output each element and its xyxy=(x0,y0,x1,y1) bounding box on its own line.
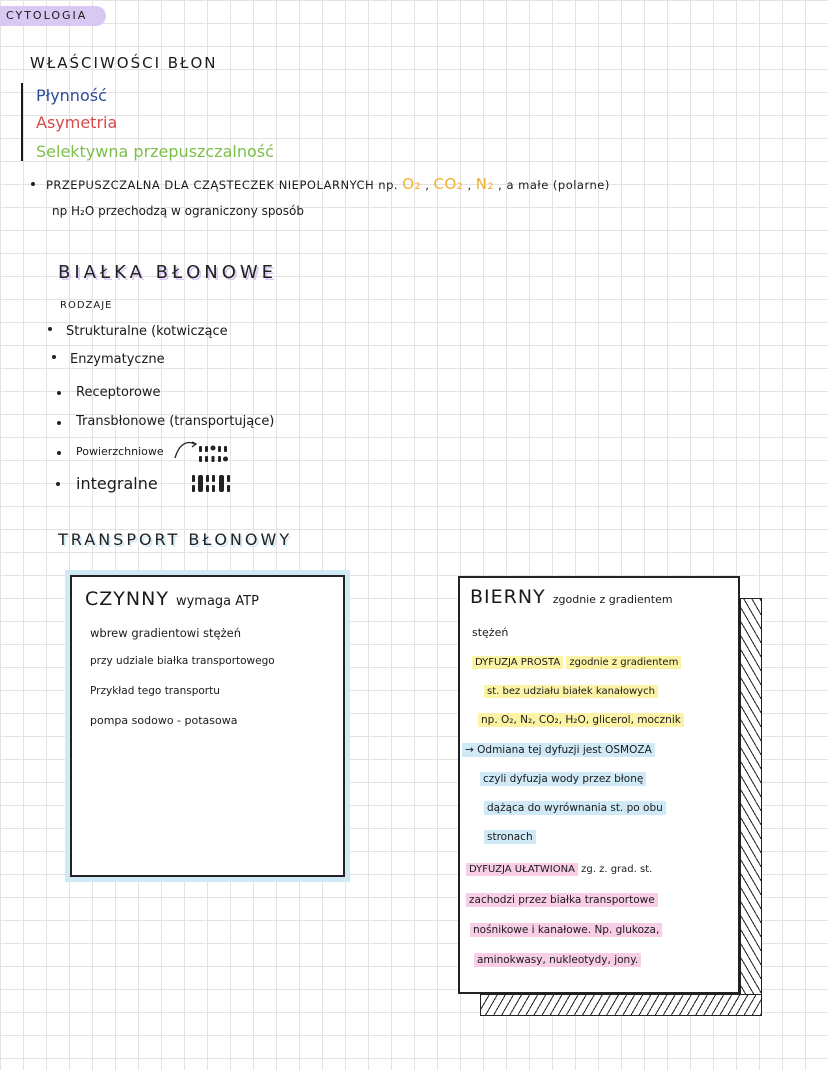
osmosis-line2 xyxy=(480,773,646,785)
osmosis-text: czyli dyfuzja wody przez błonę xyxy=(480,772,646,786)
separator: , xyxy=(425,178,430,192)
section-title-membrane-proteins: BIAŁKA BŁONOWE xyxy=(58,262,278,283)
simple-diffusion-label: DYFUZJA PROSTA xyxy=(472,656,563,669)
topic-tag: CYTOLOGIA xyxy=(0,6,106,26)
osmosis-line1 xyxy=(462,744,655,756)
property-fluidity: Płynność xyxy=(36,86,107,105)
osmosis-text: dążąca do wyrównania st. po obu xyxy=(484,801,666,815)
bullet-dot xyxy=(31,182,35,186)
permeability-text: PRZEPUSZCZALNA DLA CZĄSTECZEK NIEPOLARNYCH np. xyxy=(46,178,399,192)
bullet-dot xyxy=(52,355,56,359)
passive-transport-title xyxy=(470,586,673,608)
properties-bracket-line xyxy=(21,83,23,161)
section-title-membrane-transport: TRANSPORT BŁONOWY xyxy=(58,530,293,549)
gas-co2: CO₂ xyxy=(433,175,464,193)
simple-diffusion-line2 xyxy=(484,686,658,697)
active-line-3: Przykład tego transportu xyxy=(90,685,220,697)
facilitated-diffusion-text: zachodzi przez białka transportowe xyxy=(466,893,658,907)
facilitated-diffusion-text: nośnikowe i kanałowe. Np. glukoza, xyxy=(470,923,662,937)
active-line-2: przy udziale białka transportowego xyxy=(90,655,275,667)
bullet-dot xyxy=(57,421,61,425)
simple-diffusion-line3 xyxy=(478,714,684,726)
separator: , xyxy=(498,178,503,192)
protein-type-transmembrane: Transbłonowe (transportujące) xyxy=(76,414,275,429)
integral-proteins-icon xyxy=(188,472,240,500)
bullet-dot xyxy=(57,391,61,395)
facilitated-diffusion-line2 xyxy=(466,894,658,906)
permeability-note-line2: np H₂O przechodzą w ograniczony sposób xyxy=(52,204,304,218)
simple-diffusion-text: st. bez udziału białek kanałowych xyxy=(484,685,658,698)
property-asymmetry: Asymetria xyxy=(36,113,118,132)
protein-type-structural: Strukturalne (kotwiczące xyxy=(66,324,228,339)
passive-box-shadow-right xyxy=(740,598,762,1016)
gas-n2: N₂ xyxy=(475,175,494,193)
simple-diffusion-rest: zgodnie z gradientem xyxy=(566,656,681,669)
passive-box-shadow-bottom xyxy=(480,994,762,1016)
protein-type-receptor: Receptorowe xyxy=(76,385,161,400)
osmosis-text: → Odmiana tej dyfuzji jest OSMOZA xyxy=(462,743,655,757)
permeability-suffix: a małe (polarne) xyxy=(506,178,610,192)
facilitated-diffusion-rest: zg. z. grad. st. xyxy=(581,864,653,875)
osmosis-text: stronach xyxy=(484,830,536,844)
facilitated-diffusion-line3 xyxy=(470,924,662,936)
active-transport-heading: CZYNNY xyxy=(85,588,169,610)
active-line-1: wbrew gradientowi stężeń xyxy=(90,626,242,640)
simple-diffusion-examples: np. O₂, N₂, CO₂, H₂O, glicerol, mocznik xyxy=(478,713,684,727)
active-line-4: pompa sodowo - potasowa xyxy=(90,714,238,727)
passive-transport-heading: BIERNY xyxy=(470,586,546,608)
permeability-note-line1 xyxy=(46,175,610,193)
active-transport-title xyxy=(85,588,259,610)
protein-type-integral: integralne xyxy=(76,474,158,493)
passive-subtitle-line2: stężeń xyxy=(472,626,509,639)
facilitated-diffusion-text: aminokwasy, nukleotydy, jony. xyxy=(474,953,641,967)
passive-transport-subtitle: zgodnie z gradientem xyxy=(552,593,673,606)
peripheral-proteins-icon xyxy=(173,434,237,472)
bullet-dot xyxy=(56,482,60,486)
property-selective-permeability: Selektywna przepuszczalność xyxy=(36,142,274,161)
protein-type-peripheral: Powierzchniowe xyxy=(76,445,164,458)
gas-o2: O₂ xyxy=(402,175,422,193)
bullet-dot xyxy=(48,327,52,331)
facilitated-diffusion-line1 xyxy=(466,864,652,875)
osmosis-line3 xyxy=(484,802,666,814)
facilitated-diffusion-label: DYFUZJA UŁATWIONA xyxy=(466,863,578,876)
separator: , xyxy=(467,178,472,192)
bullet-dot xyxy=(57,451,61,455)
section-title-membrane-properties: WŁAŚCIWOŚCI BŁON xyxy=(30,54,218,72)
protein-type-enzymatic: Enzymatyczne xyxy=(70,352,165,367)
types-label: RODZAJE xyxy=(60,300,113,311)
facilitated-diffusion-line4 xyxy=(474,954,641,966)
osmosis-line4 xyxy=(484,831,536,843)
active-transport-subtitle: wymaga ATP xyxy=(175,594,259,609)
simple-diffusion-line1 xyxy=(472,657,681,668)
